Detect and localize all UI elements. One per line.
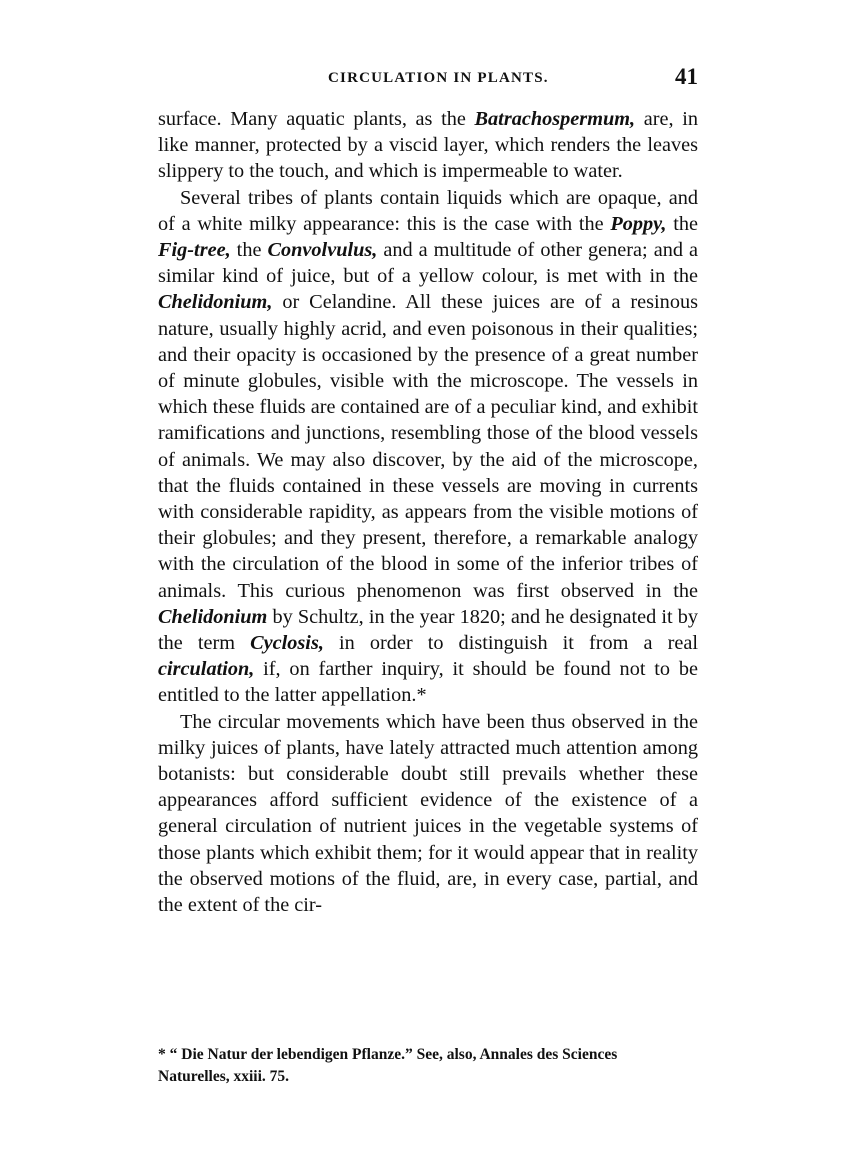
paragraph-2 bbox=[158, 185, 698, 709]
paragraph-3 bbox=[158, 709, 698, 919]
italic-term: Chelidonium bbox=[158, 605, 268, 628]
italic-term: Batrachospermum, bbox=[474, 108, 636, 130]
text-run: the bbox=[230, 239, 268, 262]
paragraph-1 bbox=[158, 106, 698, 185]
text-run: are, in like manner, protected by a viscid layer, which renders the leaves slippery to the touch, and which is impermeable to water. bbox=[158, 108, 698, 183]
text-run: if, on farther inquiry, it should be found not to be entitled to the latter appellation.* bbox=[158, 658, 698, 707]
text-run: by Schultz, in the year 1820; and he designated it by the term bbox=[158, 605, 698, 655]
italic-term: circulation, bbox=[158, 658, 255, 681]
footnote-line-2: Naturelles, xxiii. 75. bbox=[158, 1068, 290, 1085]
text-run: and a multitude of other genera; and a similar kind of juice, but of a yellow colour, is met with in the bbox=[158, 239, 698, 288]
italic-term: Fig-tree, bbox=[158, 239, 231, 262]
text-run: The circular movements which have been thus observed in the milky juices of plants, have lately attracted much attention among botanists: but considerable doubt still prevails whether these appearances afford sufficient evidence of the existence of a general circulation of nutrient juices in the vegetable systems of those plants which exhibit them; for it would appear that in reality the observed motions of the fluid, are, in every case, partial, and the extent of the cir- bbox=[158, 710, 698, 917]
text-run: or Celandine. All these juices are of a resinous nature, usually highly acrid, and even poisonous in their qualities; and their opacity is occasioned by the presence of a great number of minute globules, visible with the microscope. The vessels in which these fluids are contained are of a peculiar kind, and exhibit ramifications and junctions, resembling those of the blood vessels of animals. We may also discover, by the aid of the microscope, that the fluids contained in these vessels are moving in currents with considerable rapidity, as appears from the visible motions of their globules; and they present, therefore, a remarkable analogy with the circulation of the blood in some of the inferior tribes of animals. This curious phenomenon was first observed in the bbox=[158, 291, 698, 602]
italic-term: Cyclosis, bbox=[250, 632, 324, 655]
italic-term: Chelidonium, bbox=[158, 291, 273, 314]
text-run: Several tribes of plants contain liquids which are opaque, and of a white milky appearance: this is the case with the bbox=[158, 186, 698, 235]
text-run: the bbox=[666, 212, 698, 235]
text-run: surface. Many aquatic plants, as the bbox=[158, 108, 475, 130]
page-number: 41 bbox=[675, 64, 698, 89]
italic-term: Poppy, bbox=[610, 212, 667, 235]
running-head bbox=[158, 64, 698, 94]
running-title: CIRCULATION IN PLANTS. bbox=[328, 70, 549, 86]
text-run: in order to distinguish it from a real bbox=[323, 632, 698, 655]
footnote bbox=[158, 1044, 698, 1088]
footnote-line-1: * “ Die Natur der lebendigen Pflanze.” See, also, Annales des Sciences bbox=[158, 1046, 618, 1063]
italic-term: Convolvulus, bbox=[267, 239, 378, 262]
body-text bbox=[158, 106, 698, 918]
